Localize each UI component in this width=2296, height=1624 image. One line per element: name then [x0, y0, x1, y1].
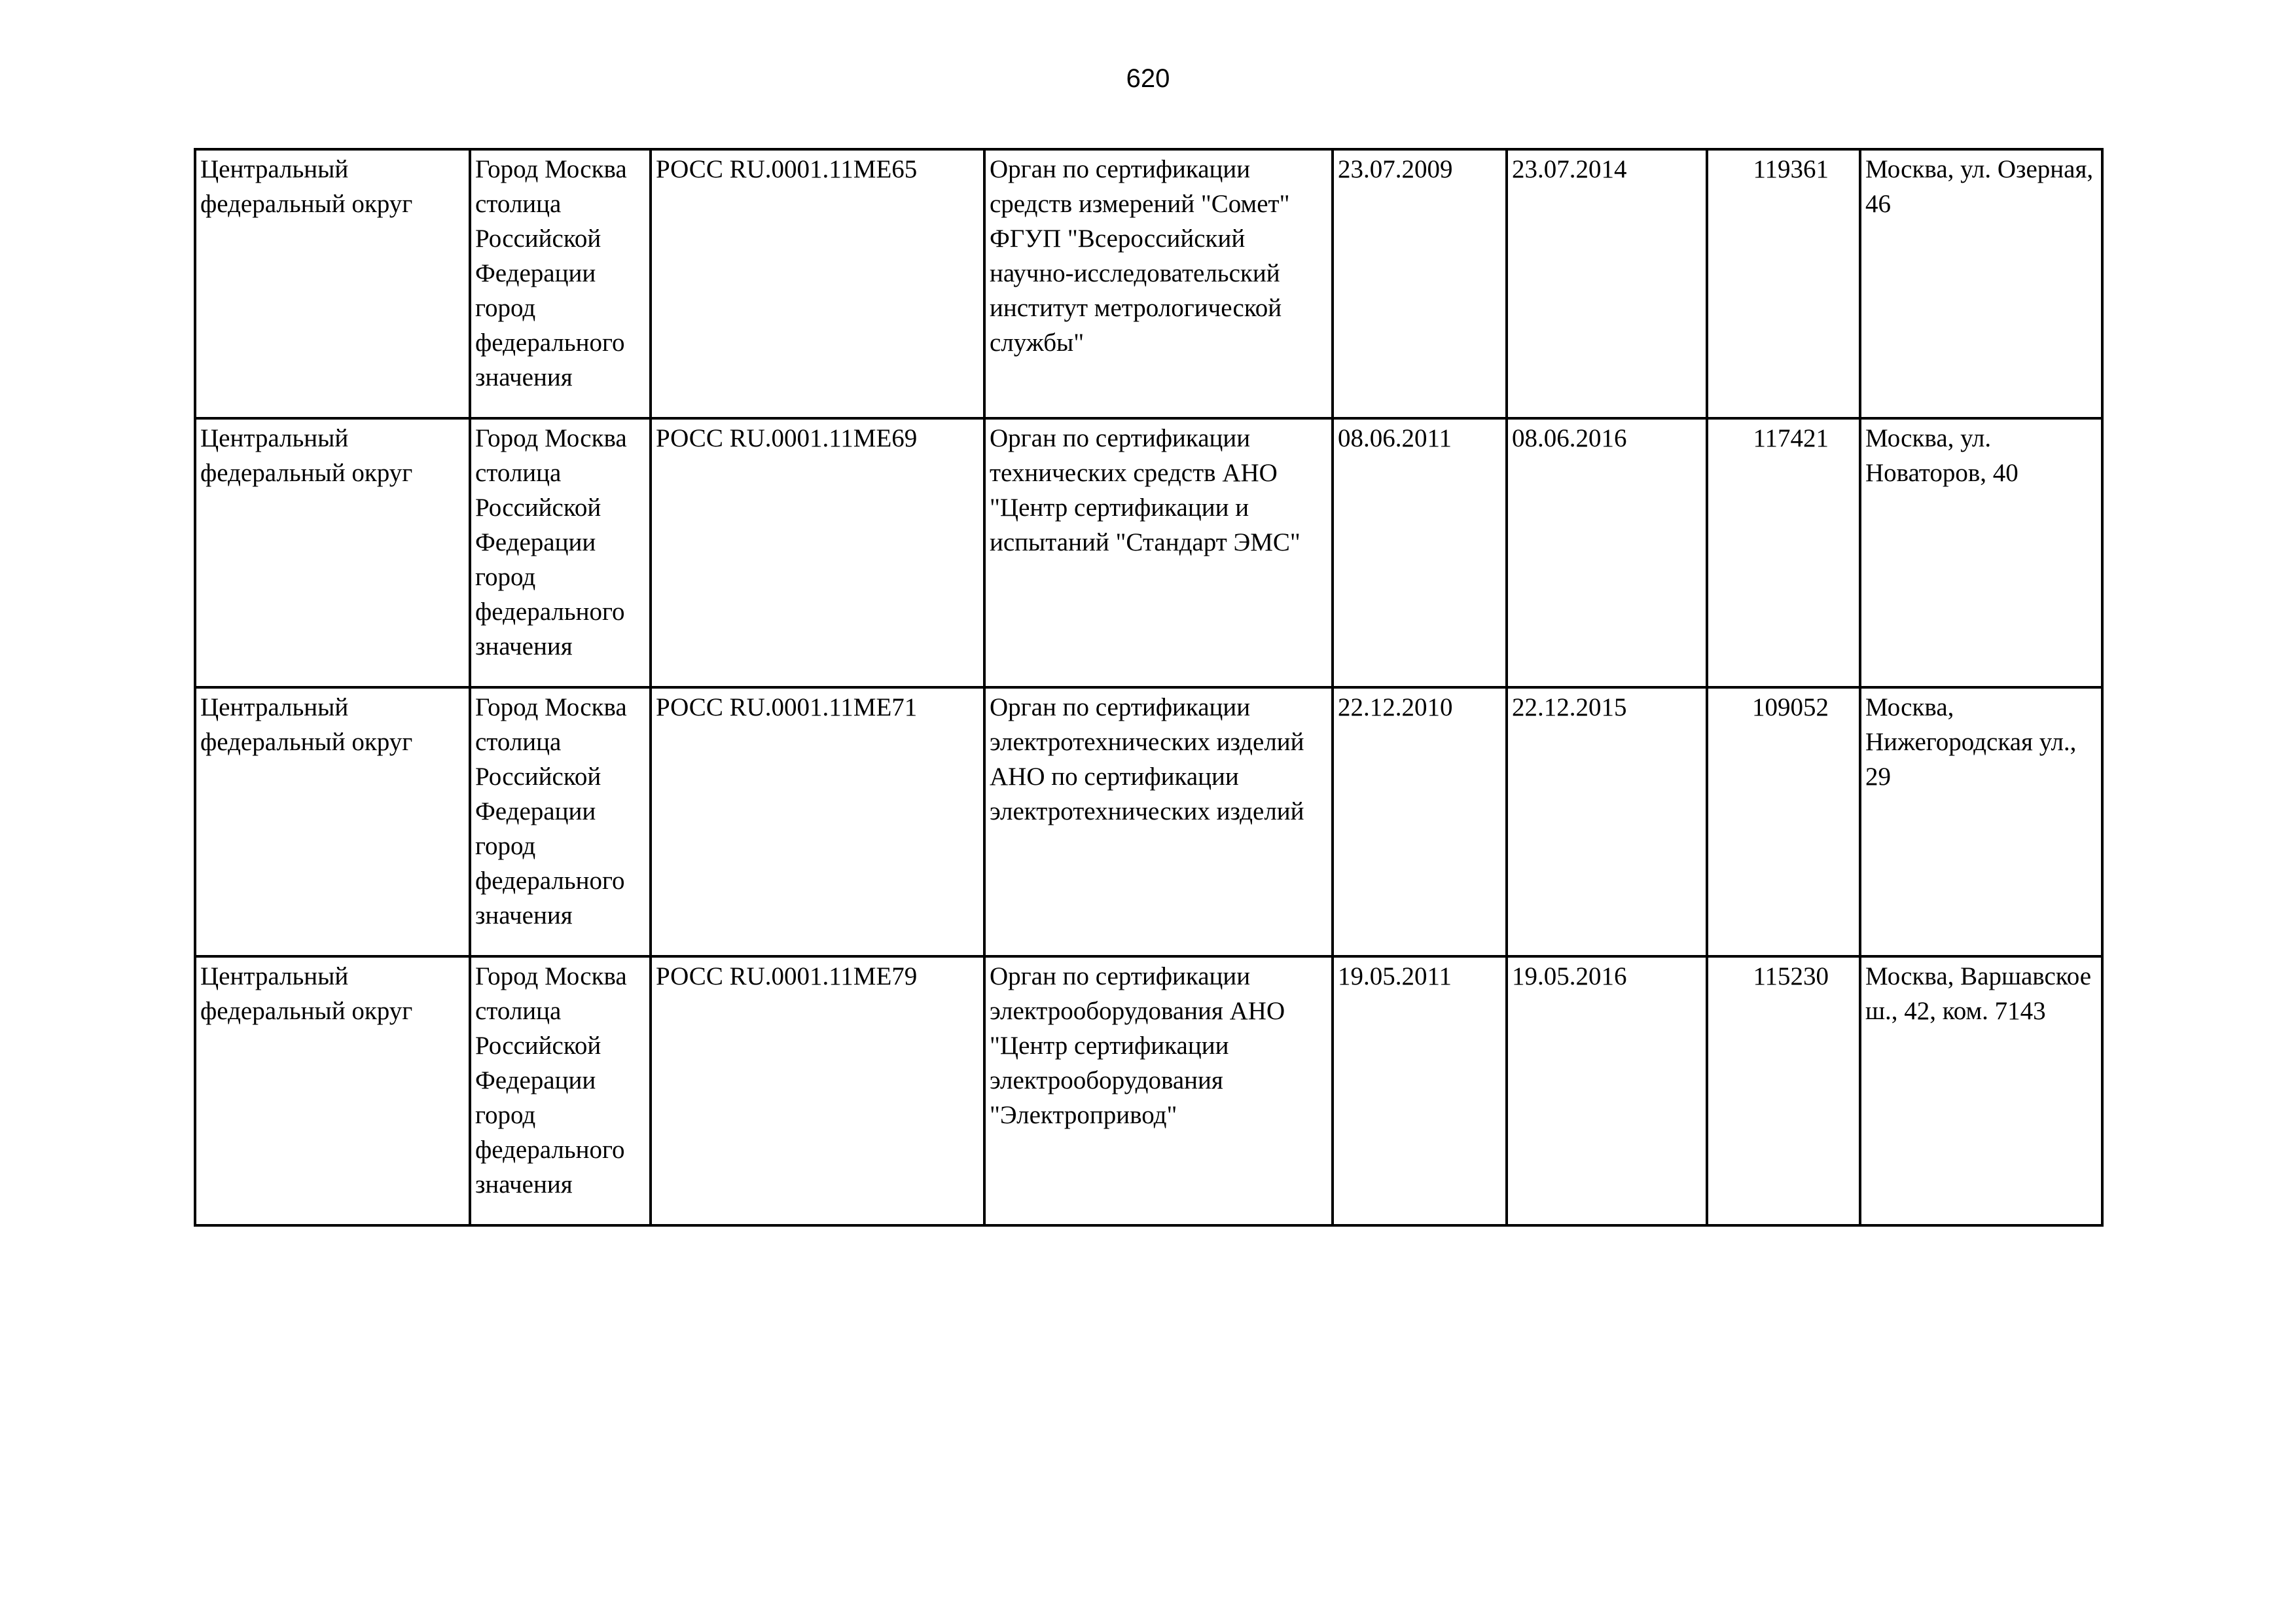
- address-cell: Москва, ул. Новаторов, 40: [1860, 418, 2102, 687]
- district-cell: Центральный федеральный округ: [195, 149, 470, 418]
- address-cell: Москва, Нижегородская ул., 29: [1860, 687, 2102, 956]
- district-cell: Центральный федеральный округ: [195, 687, 470, 956]
- certification-registry-table: [194, 148, 2104, 1227]
- date-start-cell: 08.06.2011: [1333, 418, 1507, 687]
- address-cell: Москва, Варшавское ш., 42, ком. 7143: [1860, 956, 2102, 1225]
- district-cell: Центральный федеральный округ: [195, 956, 470, 1225]
- table-row: [195, 956, 2102, 1225]
- cert-number-cell: РОСС RU.0001.11МЕ79: [651, 956, 984, 1225]
- date-start-cell: 19.05.2011: [1333, 956, 1507, 1225]
- region-cell: Город Москва столица Российской Федерации город федерального значения: [470, 149, 651, 418]
- table-row: [195, 418, 2102, 687]
- date-end-cell: 22.12.2015: [1507, 687, 1707, 956]
- date-start-cell: 22.12.2010: [1333, 687, 1507, 956]
- cert-number-cell: РОСС RU.0001.11МЕ69: [651, 418, 984, 687]
- address-cell: Москва, ул. Озерная, 46: [1860, 149, 2102, 418]
- postal-code-cell: 119361: [1707, 149, 1860, 418]
- date-end-cell: 19.05.2016: [1507, 956, 1707, 1225]
- cert-number-cell: РОСС RU.0001.11МЕ65: [651, 149, 984, 418]
- table-row: [195, 687, 2102, 956]
- date-start-cell: 23.07.2009: [1333, 149, 1507, 418]
- postal-code-cell: 117421: [1707, 418, 1860, 687]
- region-cell: Город Москва столица Российской Федерации город федерального значения: [470, 687, 651, 956]
- date-end-cell: 23.07.2014: [1507, 149, 1707, 418]
- page-number: 620: [1126, 64, 1170, 93]
- postal-code-cell: 109052: [1707, 687, 1860, 956]
- organization-cell: Орган по сертификации электрооборудования АНО "Центр сертификации электрооборудования "Электропривод": [984, 956, 1333, 1225]
- organization-cell: Орган по сертификации средств измерений "Сомет" ФГУП "Всероссийский научно-исследовательский институт метрологической службы": [984, 149, 1333, 418]
- organization-cell: Орган по сертификации электротехнических изделий АНО по сертификации электротехнических изделий: [984, 687, 1333, 956]
- table-row: [195, 149, 2102, 418]
- region-cell: Город Москва столица Российской Федерации город федерального значения: [470, 418, 651, 687]
- date-end-cell: 08.06.2016: [1507, 418, 1707, 687]
- postal-code-cell: 115230: [1707, 956, 1860, 1225]
- organization-cell: Орган по сертификации технических средств АНО "Центр сертификации и испытаний "Стандарт ЭМС": [984, 418, 1333, 687]
- region-cell: Город Москва столица Российской Федерации город федерального значения: [470, 956, 651, 1225]
- district-cell: Центральный федеральный округ: [195, 418, 470, 687]
- cert-number-cell: РОСС RU.0001.11МЕ71: [651, 687, 984, 956]
